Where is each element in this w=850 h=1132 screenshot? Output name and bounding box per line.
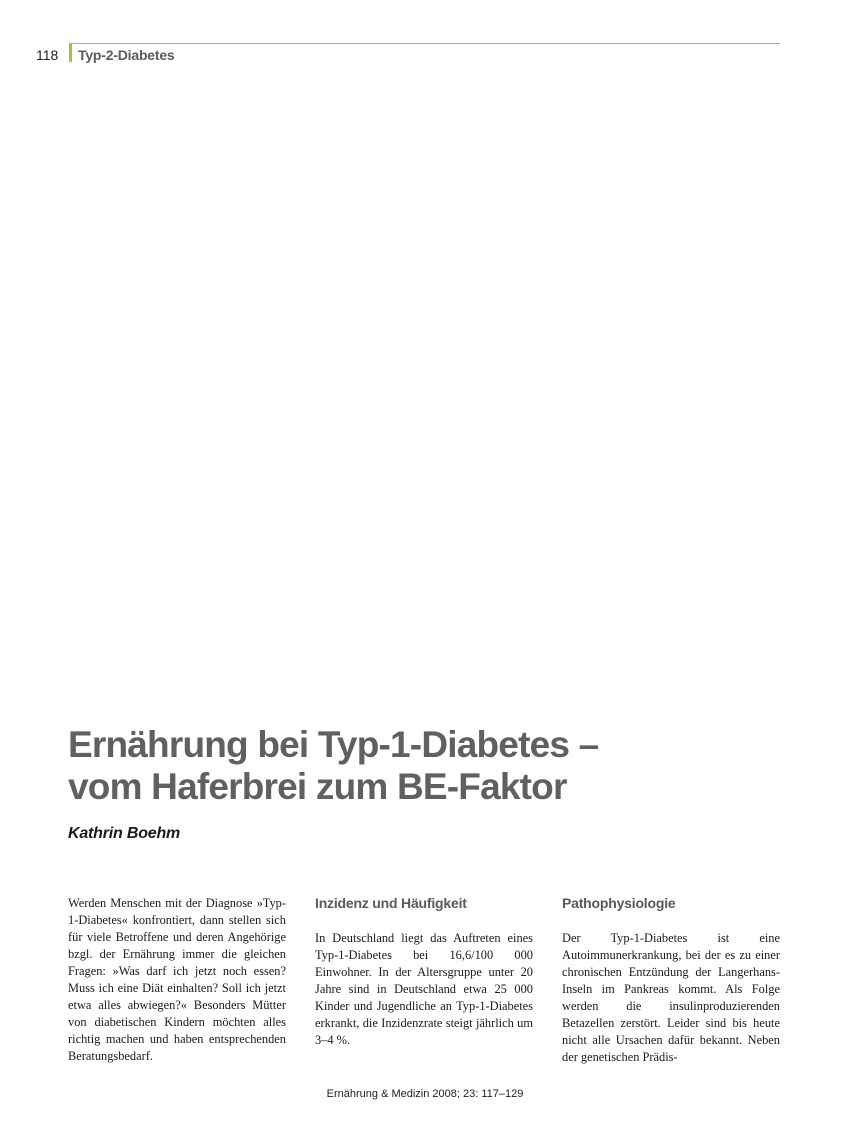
- column-incidence: [315, 895, 533, 1049]
- pathophysiology-paragraph: Der Typ-1-Diabetes ist eine Autoimmunerkrankung, bei der es zu einer chronischen Entzündung der Langerhans-Inseln im Pankreas kommt. Als Folge werden die insulinproduzierenden Betazellen zerstört. Leider sind bis heute nicht alle Ursachen dafür bekannt. Neben der genetischen Prädis-: [562, 931, 780, 1064]
- author-name: Kathrin Boehm: [68, 825, 181, 842]
- section-heading-incidence: Inzidenz und Häufigkeit: [315, 895, 467, 911]
- header-rule: [69, 43, 780, 44]
- title-line-2: vom Haferbrei zum BE-Faktor: [68, 766, 567, 807]
- column-pathophysiology: [562, 895, 780, 1066]
- section-heading-pathophysiology: Pathophysiologie: [562, 895, 676, 911]
- header-accent-bar: [69, 44, 72, 62]
- page-number: 118: [36, 47, 59, 63]
- running-head: Typ-2-Diabetes: [78, 47, 175, 63]
- column-intro: [68, 895, 286, 1065]
- article-title: [68, 724, 768, 808]
- intro-paragraph: Werden Menschen mit der Diagnose »Typ-1-Diabetes« konfrontiert, dann stellen sich für viele Betroffene und deren Angehörige bzgl. der Ernährung immer die gleichen Fragen: »Was darf ich jetzt noch essen? Muss ich eine Diät einhalten? Soll ich jetzt etwa alles abwiegen?« Besonders Mütter von diabetischen Kindern möchten alles richtig machen und haben entsprechenden Beratungsbedarf.: [68, 896, 286, 1063]
- incidence-paragraph: In Deutschland liegt das Auftreten eines Typ-1-Diabetes bei 16,6/100 000 Einwohner. In der Altersgruppe unter 20 Jahre sind in Deutschland etwa 25 000 Kinder und Jugendliche an Typ-1-Diabetes erkrankt, die Inzidenzrate steigt jährlich um 3–4 %.: [315, 931, 533, 1047]
- footer-citation: Ernährung & Medizin 2008; 23: 117–129: [326, 1088, 524, 1100]
- title-line-1: Ernährung bei Typ-1-Diabetes –: [68, 724, 599, 765]
